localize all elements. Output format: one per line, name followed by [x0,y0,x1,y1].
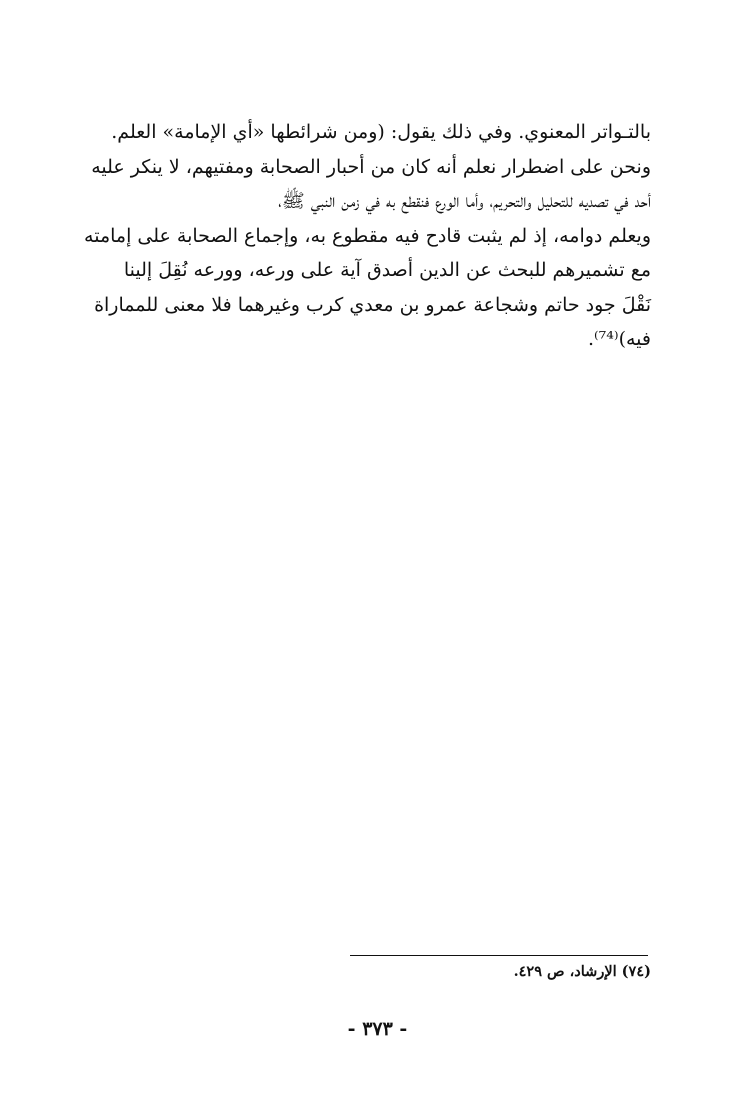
paragraph-line-7: فيه)⁽⁷⁴⁾. [587,328,651,350]
paragraph-line-1: بالتـواتر المعنوي. وفي ذلك يقول: (ومن شرائطها «أي الإمامة» العلم. [111,121,651,143]
footnote-74: (٧٤) الإرشاد، ص ٤٢٩. [513,963,651,980]
paragraph-line-3: أحد في تصديه للتحليل والتحريم، وأما الورع فنقطع به في زمن النبي ﷺ، [278,190,651,212]
paragraph-line-2: ونحن على اضطرار نعلم أنه كان من أحبار الصحابة ومفتيهم، لا ينكر عليه [91,155,651,178]
main-paragraph [84,115,651,357]
paragraph-line-4: ويعلم دوامه، إذ لم يثبت قادح فيه مقطوع به، وإجماع الصحابة على إمامته [84,224,651,247]
paragraph-line-6: نَقْلَ جود حاتم وشجاعة عمرو بن معدي كرب وغيرهما فلا معنى للمماراة [94,293,651,316]
footnote-separator [350,955,648,956]
paragraph-line-5: مع تشميرهم للبحث عن الدين أصدق آية على ورعه، وورعه نُقِلَ إلينا [123,259,651,281]
page-number: - ٣٧٣ - [347,1018,408,1040]
